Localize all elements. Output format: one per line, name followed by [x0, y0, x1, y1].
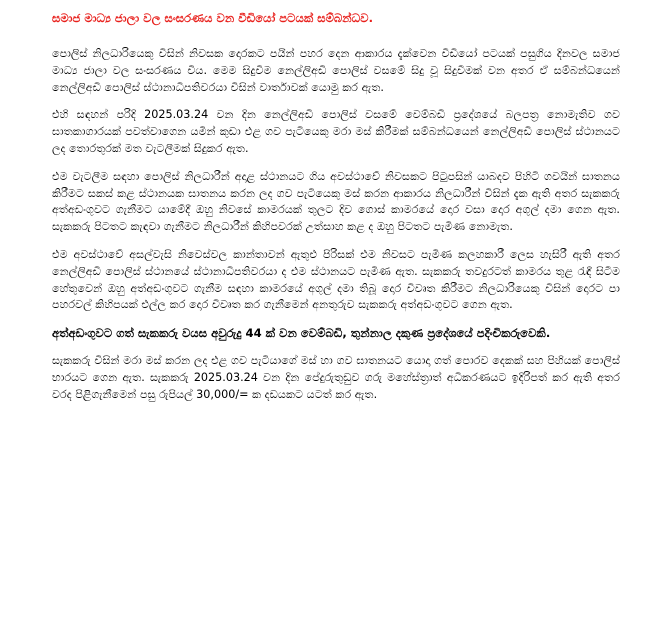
paragraph-court-fine: සැකකරු විසින් මරා මස් කරන ලද එළ ගව පැටියාගේ මස් හා ගව ඝාතනයට යොදා ගත් පොරව දෙකක් සහ පිහියක් පොලිස් භාරයට ගෙන ඇත. සැකකරු 2025.03.24 වන දින පේදුරුතුඩුව ගරු මහේස්ත්‍රාත් අධිකරණයට ඉදිරිපත් කර ඇති අතර වරද පිළිගැනීමෙන් පසු රුපියල් 30,000/= ක දඩයකට යටත් කර ඇත.: [52, 353, 620, 401]
paragraph-suspect-locked-room: එම වැටලීම සඳහා පොලිස් නිලධාරීන් අදාළ ස්ථානයට ගිය අවස්ථාවේ නිවසකට පිටුපසින් යාබදව පිහිටි ගවයින් ඝාතනය කිරීමට සකස් කළ ස්ථානයක ඝාතනය කරන ලද ගව පැටියෙකු මස් කරන ආකාරය නිලධාරීන් විසින් දැක ඇති අතර සැකකරු අත්අඩංගුවට ගැනීමට යාමේදී ඔහු නිවසේ කාමරයක් තුලට දිව ගොස් කාමරයේ දොර වසා දොර අගුල් දමා ගෙන ඇත. සැකකරු පිටතට කැඳවා ගැනීමට නිලධාරීන් කිහිපවරක් උත්සාහ කළ ද ඔහු පිටතට පැමිණ නොමැත.: [52, 169, 620, 234]
headline: සමාජ මාධ්‍ය ජාලා වල සංසරණය වන වීඩියෝ පටයක් සම්බන්ධව.: [52, 11, 373, 25]
paragraph-video-circulation: පොලිස් නිලධාරියෙකු විසින් නිවසක දොරකට පයින් පහර දෙන ආකාරය දැක්වෙන වීඩියෝ පටයක් පසුගිය දිනවල සමාජ මාධ්‍ය ජාලා වල සංසරණය විය. මෙම සිදුවීම නෙල්ලිඅඩි පොලිස් වසමේ සිදු වූ සිදුවීමක් වන අතර ඒ සම්බන්ධයෙන් නෙල්ලිඅඩි පොලිස් ස්ථානාධිපතිවරයා විසින් වාර්තාවක් යොමු කර ඇත.: [52, 47, 620, 94]
paragraph-door-kicked-arrest: එම අවස්ථාවේ අසල්වැසි නිවෙස්වල කාන්තාවන් ඇතුළු පිරිසක් එම නිවසට පැමිණ කලහකාරී ලෙස හැසිරී ඇති අතර නෙල්ලිඅඩි පොලිස් ස්ථානයේ ස්ථානාධිපතිවරයා ද එම ස්ථානයට පැමිණ ඇත. සැකකරු තවදුරටත් කාමරය තුළ රැඳී සිටීම හේතුවෙන් ඔහු අත්අඩංගුවට ගැනීම සඳහා කාමරයේ අගුල් දමා තිබූ දොර විවෘත කිරීමට නිලධාරියෙකු විසින් දොරට පා පහරවල් කිහිපයක් එල්ල කර දොර විවෘත කර ගැනීමෙන් අනතුරුව සැකකරු අත්අඩංගුවට ගෙන ඇත.: [52, 247, 620, 312]
paragraph-suspect-identity: අත්අඩංගුවට ගත් සැකකරු වයස අවුරුදු 44 ක් වන වෙම්බඩි, තුන්නාල දකුණ ප්‍රදේශයේ පදිංචිකරුවෙකි.: [52, 326, 551, 341]
paragraph-raid-details: එහි සඳහන් පරිදි 2025.03.24 වන දින නෙල්ලිඅඩි පොලිස් වසමේ වෙම්බඩි ප්‍රදේශයේ බලපත්‍ර නොමැතිව ගව ඝාතකාගාරයක් පවත්වාගෙන යමින් කුඩා එළ ගව පැටියෙකු මරා මස් කිරීමක් සම්බන්ධයෙන් නෙල්ලිඅඩි පොලිස් ස්ථානයට ලද තොරතුරක් මත වැටලීමක් සිදුකර ඇත.: [52, 108, 620, 155]
